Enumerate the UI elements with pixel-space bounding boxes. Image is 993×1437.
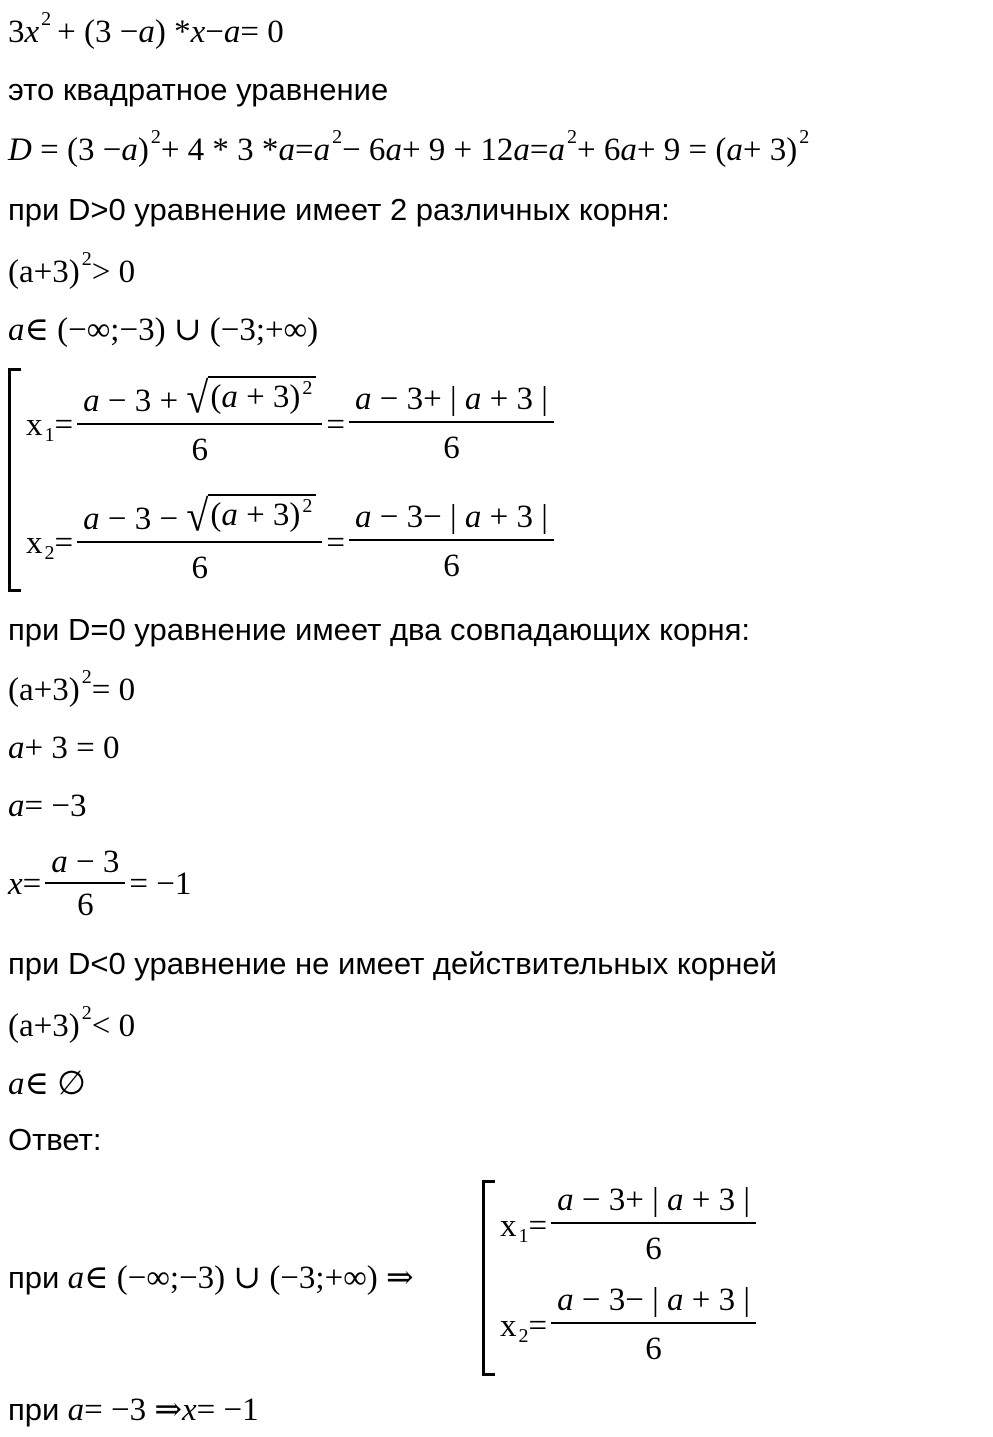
answer-case-1: при a ∈ (−∞;−3) ∪ (−3;+∞) ⇒ [8, 1260, 414, 1296]
x1-sqrt-fraction: a − 3 + √ (a + 3) $^2$ 6 [77, 376, 322, 475]
x-single-root: x = $\frac{a - 3}{6}$ = −1 [8, 838, 191, 930]
sqrt-sign: √ (a + 3) $^2$ [186, 494, 316, 536]
answer-heading: Ответ: [8, 1122, 102, 1157]
sqrt-sign: √ (a + 3) $^2$ [186, 376, 316, 418]
inequality-positive: (a+3) 2 > 0 [8, 248, 136, 290]
x2-abs-fraction: $\frac{a - 3- | a + 3 |}{6}$ [349, 495, 554, 591]
a-value: a = −3 [8, 788, 87, 824]
equality-zero: (a+3) 2 = 0 [8, 666, 136, 708]
roots-system [26, 366, 558, 602]
d-negative-note: при D<0 уравнение не имеет действительных корней [8, 946, 777, 981]
discriminant-line: D = (3 − a ) 2 + 4 * 3 * a = a 2 − 6 a + 9 + 12 a = a 2 + 6 a + 9 = ( a + 3) 2 [8, 126, 810, 168]
answer-system [500, 1176, 760, 1376]
answer-bracket [482, 1180, 495, 1376]
system-bracket [8, 368, 21, 592]
equation-line: 3 x 2 + (3 − a ) * x − a = 0 [8, 8, 284, 50]
answer-x2: x 2 = $\frac{a - 3- | a + 3 |}{6}$ [500, 1276, 760, 1376]
x-fraction: $\frac{a - 3}{6}$ [45, 842, 125, 926]
interval-line: a ∈ (−∞;−3) ∪ (−3;+∞) [8, 312, 319, 348]
root-x2: x 2 = a − 3 − √ (a + 3) $^2$ 6 = $\frac{a - 3- | a + 3 |}{6}$ [26, 484, 558, 602]
inequality-negative: (a+3) 2 < 0 [8, 1002, 136, 1044]
d-zero-note: при D=0 уравнение имеет два совпадающих корня: [8, 612, 751, 647]
quadratic-note: это квадратное уравнение [8, 72, 389, 107]
answer-x2-fraction: $\frac{a - 3- | a + 3 |}{6}$ [551, 1278, 756, 1374]
linear-equation: a + 3 = 0 [8, 730, 120, 766]
root-x1: x 1 = a − 3 + √ (a + 3) $^2$ 6 = $\frac{a - 3+ | a + 3 |}{6}$ [26, 366, 558, 484]
d-positive-note: при D>0 уравнение имеет 2 различных корня: [8, 192, 670, 227]
answer-x1-fraction: $\frac{a - 3+ | a + 3 |}{6}$ [551, 1178, 756, 1274]
empty-set-line: a ∈ ∅ [8, 1066, 86, 1102]
answer-case-2: при a = −3 ⇒ x = −1 [8, 1392, 259, 1428]
x1-abs-fraction: $\frac{a - 3+ | a + 3 |}{6}$ [349, 377, 554, 473]
x2-sqrt-fraction: a − 3 − √ (a + 3) $^2$ 6 [77, 494, 322, 593]
answer-x1: x 1 = $\frac{a - 3+ | a + 3 |}{6}$ [500, 1176, 760, 1276]
